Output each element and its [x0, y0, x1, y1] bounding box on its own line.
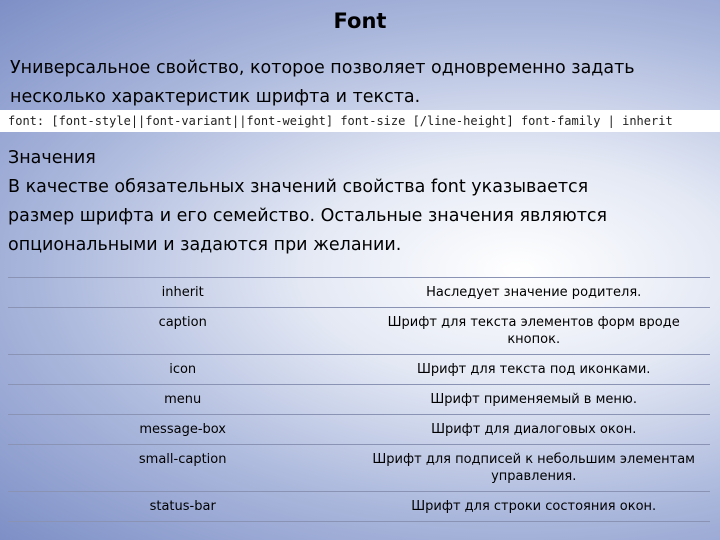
value-cell: caption: [8, 308, 357, 355]
description-cell: Шрифт для диалоговых окон.: [357, 415, 710, 445]
intro-line: Универсальное свойство, которое позволяет одновременно задать: [10, 58, 635, 78]
value-cell: message-box: [8, 415, 357, 445]
values-heading: Значения: [8, 148, 96, 168]
intro-paragraph: [10, 54, 715, 112]
value-cell: small-caption: [8, 445, 357, 492]
description-cell: Шрифт применяемый в меню.: [357, 385, 710, 415]
value-cell: icon: [8, 355, 357, 385]
table-row: [8, 445, 710, 492]
table-row: [8, 355, 710, 385]
value-cell: inherit: [8, 278, 357, 308]
description-cell: Шрифт для подписей к небольшим элементам управления.: [357, 445, 710, 492]
values-line: опциональными и задаются при желании.: [8, 235, 402, 255]
values-paragraph: [8, 144, 713, 260]
table-row: [8, 415, 710, 445]
description-cell: Шрифт для текста под иконками.: [357, 355, 710, 385]
value-cell: menu: [8, 385, 357, 415]
font-values-table: [8, 277, 710, 522]
page-title: Font: [333, 9, 387, 33]
values-line: размер шрифта и его семейство. Остальные значения являются: [8, 206, 608, 226]
table-row: [8, 385, 710, 415]
values-line: В качестве обязательных значений свойства font указывается: [8, 177, 589, 197]
description-cell: Шрифт для текста элементов форм вроде кнопок.: [357, 308, 710, 355]
description-cell: Наследует значение родителя.: [357, 278, 710, 308]
intro-line: несколько характеристик шрифта и текста.: [10, 87, 421, 107]
description-cell: Шрифт для строки состояния окон.: [357, 492, 710, 522]
syntax-code-banner: font: [font-style||font-variant||font-weight] font-size [/line-height] font-family | inherit: [0, 110, 720, 132]
table-row: [8, 492, 710, 522]
value-cell: status-bar: [8, 492, 357, 522]
table-row: [8, 278, 710, 308]
table-row: [8, 308, 710, 355]
